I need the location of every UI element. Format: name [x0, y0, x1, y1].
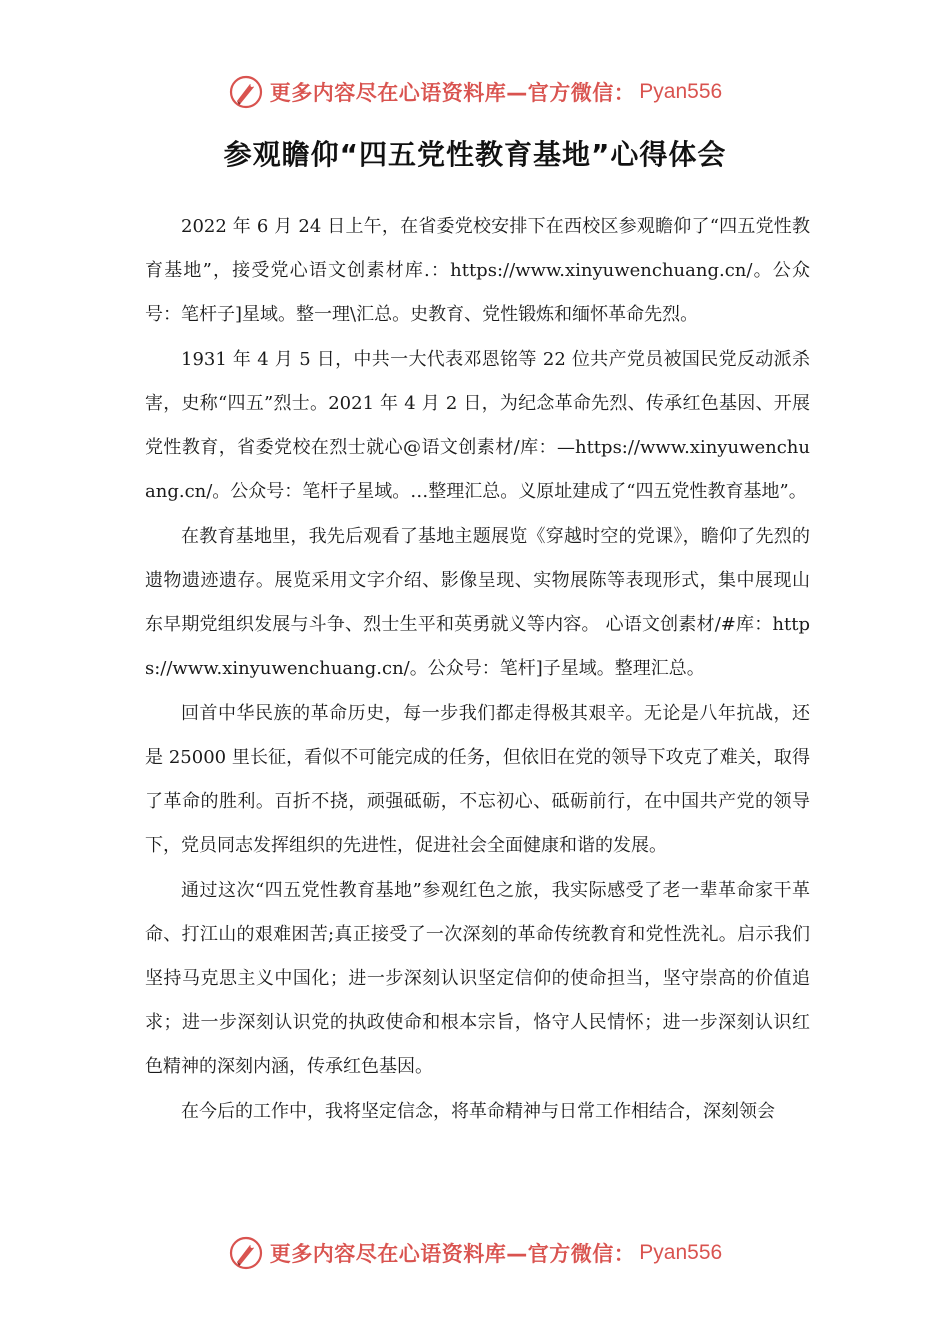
paragraph: 1931 年 4 月 5 日，中共一大代表邓恩铭等 22 位共产党员被国民党反动派杀害，史称“四五”烈士。2021 年 4 月 2 日，为纪念革命先烈、传承红色基因、开展党性教育，省委党校在烈士就心@语文创素材/库：—https://www.xinyuwenchuang.cn/。公众号：笔杆子星域。…整理汇总。义原址建成了“四五党性教育基地”。: [145, 349, 810, 502]
page-title: 参观瞻仰“四五党性教育基地”心得体会: [223, 138, 727, 171]
paragraph: 回首中华民族的革命历史，每一步我们都走得极其艰辛。无论是八年抗战，还是 25000 里长征，看似不可能完成的任务，但依旧在党的领导下攻克了难关，取得了革命的胜利。百折不挠，顽强砥砺，不忘初心、砥砺前行，在中国共产党的领导下，党员同志发挥组织的先进性，促进社会全面健康和谐的发展。: [145, 703, 810, 856]
pen-logo-icon: [228, 74, 264, 110]
header-watermark-banner: [0, 70, 950, 114]
banner-text: 更多内容尽在心语资料库—官方微信：: [269, 1242, 636, 1266]
banner-wechat-id: Pyan556: [639, 1241, 723, 1264]
pen-logo-icon: [228, 1235, 264, 1271]
paragraph: 2022 年 6 月 24 日上午，在省委党校安排下在西校区参观瞻仰了“四五党性教育基地”，接受党心语文创素材库.：https://www.xinyuwenchuang.cn/。公众号：笔杆子]星域。整一理\汇总。史教育、党性锻炼和缅怀革命先烈。: [145, 216, 810, 325]
footer-watermark-banner: [0, 1231, 950, 1275]
banner-text: 更多内容尽在心语资料库—官方微信：: [269, 81, 636, 105]
paragraph: 通过这次“四五党性教育基地”参观红色之旅，我实际感受了老一辈革命家干革命、打江山的艰难困苦;真正接受了一次深刻的革命传统教育和党性洗礼。启示我们坚持马克思主义中国化；进一步深刻认识坚定信仰的使命担当，坚守崇高的价值追求；进一步深刻认识党的执政使命和根本宗旨，恪守人民情怀；进一步深刻认识红色精神的深刻内涵，传承红色基因。: [145, 880, 810, 1077]
article-body: [145, 205, 810, 1135]
paragraph: 在教育基地里，我先后观看了基地主题展览《穿越时空的党课》，瞻仰了先烈的遗物遗迹遗存。展览采用文字介绍、影像呈现、实物展陈等表现形式，集中展现山东早期党组织发展与斗争、烈士生平和英勇就义等内容。 心语文创素材/#库：https://www.xinyuwenchuang.cn/。公众号：笔杆]子星域。整理汇总。: [145, 526, 810, 679]
paragraph: 在今后的工作中，我将坚定信念，将革命精神与日常工作相结合，深刻领会: [181, 1101, 775, 1122]
banner-wechat-id: Pyan556: [639, 80, 723, 103]
